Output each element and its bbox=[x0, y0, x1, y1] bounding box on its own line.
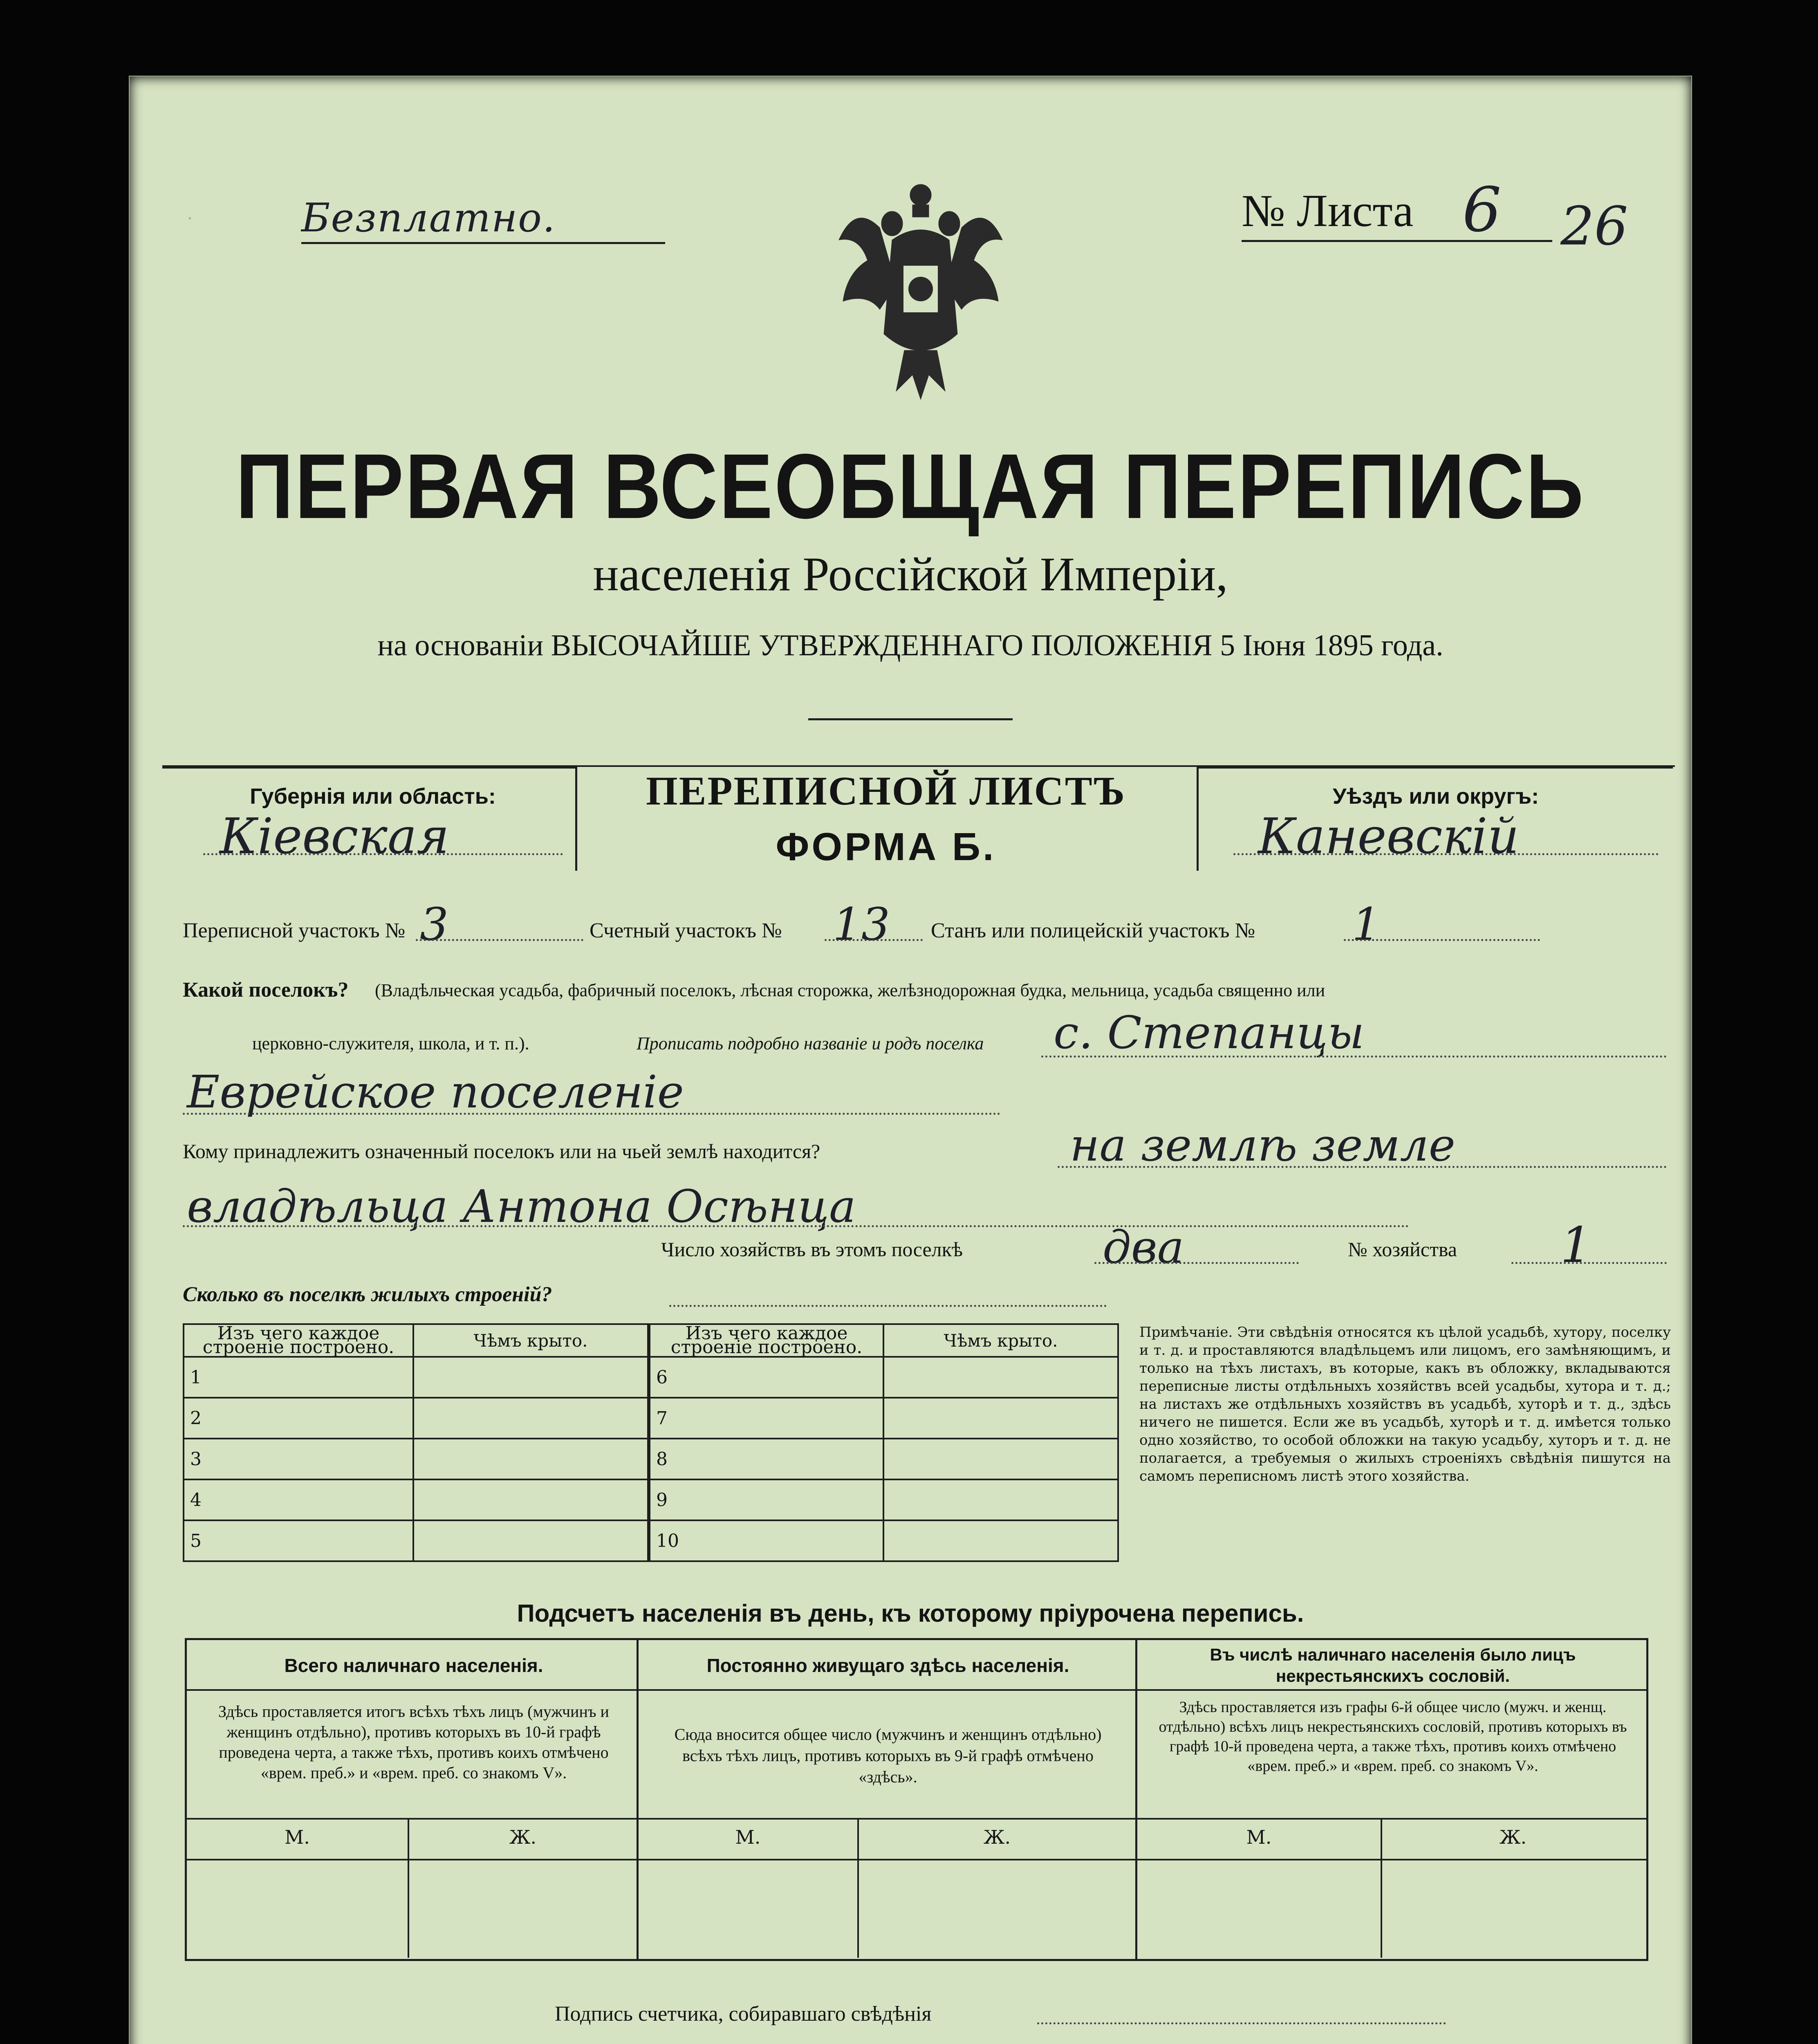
building-row: 7 bbox=[650, 1398, 883, 1439]
double-headed-eagle-icon bbox=[831, 179, 1011, 408]
page-title: ПЕРВАЯ ВСЕОБЩАЯ ПЕРЕПИСЬ bbox=[235, 435, 1585, 538]
building-row: 6 bbox=[650, 1357, 883, 1398]
sheet-number-underline bbox=[1242, 240, 1552, 242]
census-section-value: 3 bbox=[420, 898, 448, 950]
settlement-question: Какой поселокъ? bbox=[183, 978, 349, 1002]
free-label: Безплатно. bbox=[301, 195, 556, 241]
ghost-text: · bbox=[187, 207, 193, 229]
tally-col3-desc: Здѣсь проставляется изъ графы 6-й общее число (мужч. и женщ. отдѣльно) всѣхъ лицъ некрестьянскихъ сословій, противъ которыхъ въ графѣ 10-й проведена черта, а также тѣхъ, противъ коихъ отмѣчено «врем. преб.» и «врем. преб. со знакомъ V». bbox=[1159, 1699, 1627, 1775]
tally-col1-desc: Здѣсь проставляется итогъ всѣхъ тѣхъ лицъ (мужчинъ и женщинъ отдѣльно), противъ которыхъ въ 10-й графѣ проведена черта, а также тѣхъ, противъ коихъ отмѣчено «врем. преб.» и «врем. преб. со знакомъ V». bbox=[218, 1702, 609, 1782]
page-subtitle: населенія Россійской Имперіи, bbox=[593, 547, 1228, 601]
buildings-col-roof: Чѣмъ крыто. bbox=[883, 1324, 1118, 1357]
count-section-line bbox=[825, 939, 923, 941]
settlement-line-2 bbox=[183, 1113, 1000, 1115]
buildings-note: Примѣчаніе. Эти свѣдѣнія относятся къ цѣлой усадьбѣ, хутору, поселку и т. д. и проставляются владѣльцемъ или лицомъ, его замѣняющимъ, и только на тѣхъ листахъ, въ которые, какъ въ обложку, вкладываются переписные листы отдѣльныхъ хозяйствъ всей усадьбы, хутора и т. д.; на листахъ же отдѣльныхъ хозяйствъ въ усадьбѣ, хуторѣ и т. д., здѣсь ничего не пишется. Если же въ усадьбѣ, хуторѣ и т. д. имѣется только одно хозяйство, то особой обложки на такую усадьбу, хуторъ и т. д. не полагается, а требуемыя о жилыхъ строеніяхъ свѣдѣнія пишутся на самомъ переписномъ листѣ этого хозяйства. bbox=[1139, 1324, 1671, 1484]
settlement-line-1 bbox=[1041, 1056, 1667, 1058]
census-section-line bbox=[416, 939, 583, 941]
count-section-value: 13 bbox=[833, 898, 890, 950]
building-row: 2 bbox=[184, 1398, 413, 1439]
buildings-col-material: Изъ чего каждое строеніе построено. bbox=[184, 1324, 413, 1357]
buildings-table-right bbox=[649, 1323, 1119, 1562]
free-underline bbox=[301, 242, 665, 244]
province-line bbox=[203, 853, 563, 855]
household-number-label: № хозяйства bbox=[1348, 1238, 1457, 1261]
settlement-hint: (Владѣльческая усадьба, фабричный поселокъ, лѣсная сторожка, желѣзнодорожная будка, мельница, усадьба священно или bbox=[375, 980, 1325, 1000]
province-value: Кіевская bbox=[220, 808, 449, 865]
tally-col3-head: Въ числѣ наличнаго населенія было лицъ некрестьянскихъ сословій. bbox=[1210, 1645, 1576, 1685]
buildings-col-roof: Чѣмъ крыто. bbox=[413, 1324, 648, 1357]
signature-label: Подпись счетчика, собиравшаго свѣдѣнія bbox=[555, 2002, 932, 2026]
buildings-question: Сколько въ поселкѣ жилыхъ строеній? bbox=[183, 1283, 552, 1306]
tally-male-3: М. bbox=[1246, 1826, 1272, 1848]
stan-value: 1 bbox=[1352, 898, 1381, 950]
settlement-hint-2: церковно-служителя, школа, и т. п.). bbox=[252, 1033, 529, 1053]
census-sheet bbox=[129, 76, 1692, 2044]
building-row: 4 bbox=[184, 1479, 413, 1520]
settlement-instruction: Прописать подробно названіе и родъ поселка bbox=[637, 1033, 984, 1053]
building-row: 8 bbox=[650, 1439, 883, 1479]
sheet-name: ПЕРЕПИСНОЙ ЛИСТЪ bbox=[646, 768, 1126, 814]
owner-line-2 bbox=[183, 1225, 1409, 1227]
tally-female-1: Ж. bbox=[509, 1826, 537, 1848]
buildings-col-material: Изъ чего каждое строеніе построено. bbox=[650, 1324, 883, 1357]
sheet-number-value: 6 bbox=[1462, 175, 1502, 246]
households-value: два bbox=[1103, 1221, 1184, 1273]
stan-label: Станъ или полицейскій участокъ № bbox=[931, 919, 1255, 942]
tally-male-1: М. bbox=[285, 1826, 310, 1848]
buildings-line bbox=[669, 1305, 1107, 1307]
census-section-label: Переписной участокъ № bbox=[183, 919, 406, 942]
owner-value-1: на землѣ земле bbox=[1070, 1119, 1455, 1171]
district-value: Каневскій bbox=[1258, 808, 1519, 865]
household-number-value: 1 bbox=[1560, 1217, 1592, 1274]
building-row: 9 bbox=[650, 1479, 883, 1520]
legal-basis: на основаніи ВЫСОЧАЙШЕ УТВЕРЖДЕННАГО ПОЛОЖЕНІЯ 5 Іюня 1895 года. bbox=[377, 629, 1444, 662]
form-name: ФОРМА Б. bbox=[776, 825, 996, 869]
stan-line bbox=[1344, 939, 1540, 941]
building-row: 1 bbox=[184, 1357, 413, 1398]
tally-title: Подсчетъ населенія въ день, къ которому пріурочена перепись. bbox=[517, 1600, 1304, 1627]
household-number-line bbox=[1511, 1262, 1667, 1264]
tally-col2-head: Постоянно живущаго здѣсь населенія. bbox=[706, 1655, 1069, 1676]
district-line bbox=[1233, 853, 1659, 855]
tally-female-2: Ж. bbox=[983, 1826, 1011, 1848]
tally-col2-desc: Сюда вносится общее число (мужчинъ и женщинъ отдѣльно) всѣхъ тѣхъ лицъ, противъ которыхъ въ 9-й графѣ отмѣчено «здѣсь». bbox=[674, 1725, 1102, 1786]
owner-line-1 bbox=[1058, 1166, 1667, 1168]
owner-value-2: владѣльца Антона Осѣнца bbox=[187, 1180, 856, 1233]
owner-question: Кому принадлежитъ означенный поселокъ или на чьей землѣ находится? bbox=[183, 1140, 820, 1163]
buildings-table-left bbox=[183, 1323, 649, 1562]
tally-male-2: М. bbox=[735, 1826, 761, 1848]
tally-female-3: Ж. bbox=[1499, 1826, 1527, 1848]
building-row: 3 bbox=[184, 1439, 413, 1479]
building-row: 10 bbox=[650, 1520, 883, 1561]
province-label: Губернія или область: bbox=[250, 784, 496, 809]
district-label: Уѣздъ или округъ: bbox=[1332, 784, 1539, 809]
sheet-number-extra: 26 bbox=[1560, 195, 1628, 257]
sheet-number-label: № Листа bbox=[1242, 186, 1414, 236]
header-divider bbox=[808, 718, 1013, 720]
signature-line bbox=[1037, 2022, 1446, 2024]
settlement-value-1: с. Степанцы bbox=[1054, 1006, 1365, 1059]
building-row: 5 bbox=[184, 1520, 413, 1561]
count-section-label: Счетный участокъ № bbox=[590, 919, 782, 942]
households-line bbox=[1094, 1262, 1299, 1264]
households-label: Число хозяйствъ въ этомъ поселкѣ bbox=[661, 1238, 963, 1261]
tally-col1-head: Всего наличнаго населенія. bbox=[284, 1655, 543, 1676]
settlement-value-2: Еврейское поселеніе bbox=[187, 1066, 684, 1118]
